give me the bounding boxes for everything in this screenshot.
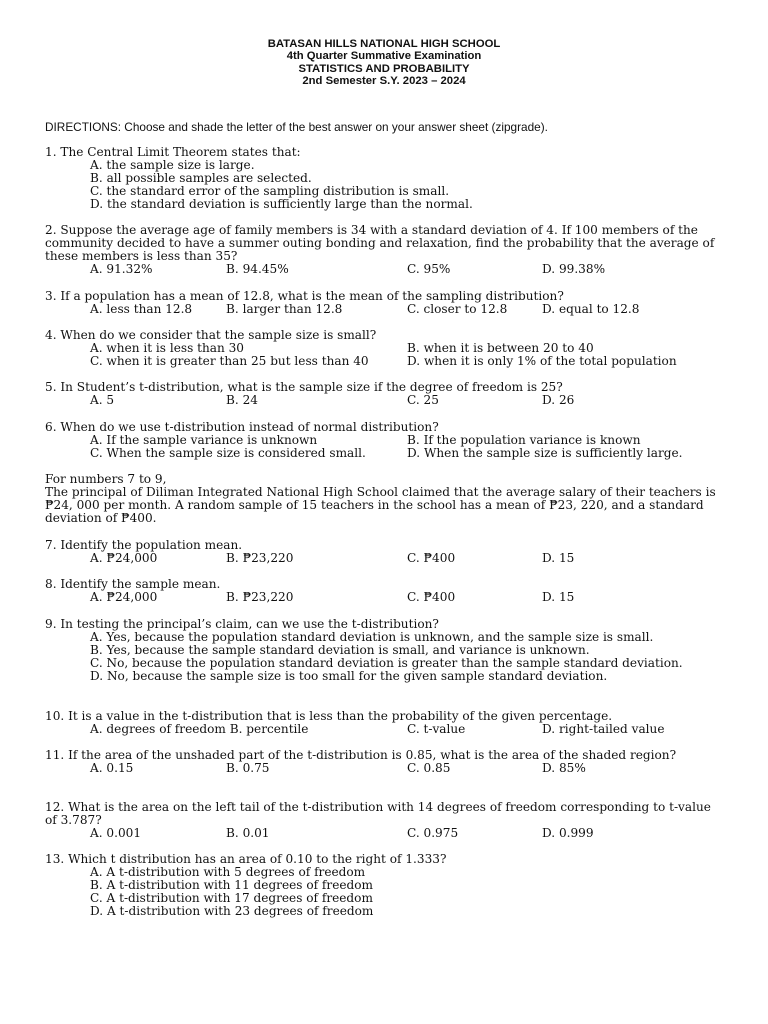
directions: DIRECTIONS: Choose and shade the letter of the best answer on your answer sheet (zipgrade). xyxy=(45,120,548,134)
option-a: A. 91.32% xyxy=(90,262,153,277)
options-list xyxy=(90,723,725,736)
option-c: C. ₱400 xyxy=(407,590,456,605)
option-c: C. When the sample size is considered small. xyxy=(90,446,366,461)
option-a-b: A. degrees of freedom B. percentile xyxy=(90,722,309,737)
options-list xyxy=(90,159,725,211)
question-stem: 7. Identify the population mean. xyxy=(45,538,243,552)
option-a: A. ₱24,000 xyxy=(90,590,158,605)
option-a: A. 0.15 xyxy=(90,761,134,776)
question-stem: 2. Suppose the average age of family members is 34 with a standard deviation of 4. If 100 members of the community decided to have a summer outing bonding and relaxation, find the probability that the average of these members is less than 35? xyxy=(45,223,715,264)
question-stem: 1. The Central Limit Theorem states that: xyxy=(45,145,301,159)
option-d: D. A t-distribution with 23 degrees of freedom xyxy=(90,904,374,919)
question-2 xyxy=(45,224,725,276)
subject-title: STATISTICS AND PROBABILITY xyxy=(298,62,470,75)
question-stem: 3. If a population has a mean of 12.8, what is the mean of the sampling distribution? xyxy=(45,289,564,303)
question-12 xyxy=(45,801,725,840)
option-c: C. ₱400 xyxy=(407,551,456,566)
options-list xyxy=(90,434,725,460)
options-list xyxy=(90,263,725,276)
question-8 xyxy=(45,578,725,604)
option-c: C. 0.975 xyxy=(407,826,459,841)
option-a: A. less than 12.8 xyxy=(90,302,193,317)
option-b: B. 24 xyxy=(226,393,258,408)
question-stem: 11. If the area of the unshaded part of the t-distribution is 0.85, what is the area of the shaded region? xyxy=(45,748,677,762)
question-4 xyxy=(45,329,725,368)
options-list xyxy=(90,866,725,918)
option-c: C. when it is greater than 25 but less than 40 xyxy=(90,354,369,369)
situation-intro: For numbers 7 to 9, xyxy=(45,472,167,486)
question-7 xyxy=(45,539,725,565)
option-a: A. when it is less than 30 xyxy=(90,341,245,356)
question-stem: 6. When do we use t-distribution instead of normal distribution? xyxy=(45,420,439,434)
option-a: A. A t-distribution with 5 degrees of freedom xyxy=(90,865,366,880)
options-list xyxy=(90,394,725,407)
option-c: C. 95% xyxy=(407,262,451,277)
option-b: B. 0.01 xyxy=(226,826,270,841)
question-11 xyxy=(45,749,725,775)
option-d: D. the standard deviation is sufficiently large than the normal. xyxy=(90,197,473,212)
option-d: D. 0.999 xyxy=(542,826,594,841)
option-c: C. closer to 12.8 xyxy=(407,302,508,317)
option-d: D. No, because the sample size is too small for the given sample standard deviation. xyxy=(90,669,608,684)
option-b: B. when it is between 20 to 40 xyxy=(407,341,594,356)
options-list xyxy=(90,342,725,368)
question-stem: 10. It is a value in the t-distribution that is less than the probability of the given percentage. xyxy=(45,709,613,723)
option-b: B. ₱23,220 xyxy=(226,590,294,605)
question-13 xyxy=(45,853,725,918)
option-d: D. 15 xyxy=(542,590,575,605)
option-d: D. When the sample size is sufficiently large. xyxy=(407,446,683,461)
options-list xyxy=(90,552,725,565)
question-5 xyxy=(45,381,725,407)
option-b: B. 94.45% xyxy=(226,262,289,277)
situation-passage xyxy=(45,473,725,525)
option-c: C. 25 xyxy=(407,393,439,408)
option-b: B. A t-distribution with 11 degrees of freedom xyxy=(90,878,373,893)
question-6 xyxy=(45,421,725,460)
option-d: D. equal to 12.8 xyxy=(542,302,640,317)
option-b: B. If the population variance is known xyxy=(407,433,641,448)
question-stem: 9. In testing the principal’s claim, can we use the t-distribution? xyxy=(45,617,439,631)
option-d: D. 85% xyxy=(542,761,586,776)
options-list xyxy=(90,631,720,683)
question-stem: 4. When do we consider that the sample size is small? xyxy=(45,328,377,342)
question-stem: 12. What is the area on the left tail of the t-distribution with 14 degrees of freedom corresponding to t-value of 3.787? xyxy=(45,800,711,828)
option-b: B. ₱23,220 xyxy=(226,551,294,566)
option-d: D. when it is only 1% of the total population xyxy=(407,354,677,369)
option-b: B. 0.75 xyxy=(226,761,270,776)
option-c: C. 0.85 xyxy=(407,761,451,776)
option-b: B. Yes, because the sample standard deviation is small, and variance is unknown. xyxy=(90,643,590,658)
option-a: A. the sample size is large. xyxy=(90,158,255,173)
options-list xyxy=(90,762,725,775)
school-name: BATASAN HILLS NATIONAL HIGH SCHOOL xyxy=(267,38,501,50)
exam-header xyxy=(0,38,768,87)
option-d: D. right-tailed value xyxy=(542,722,665,737)
option-d: D. 99.38% xyxy=(542,262,606,277)
option-c: C. the standard error of the sampling distribution is small. xyxy=(90,184,450,199)
option-a: A. Yes, because the population standard deviation is unknown, and the sample size is small. xyxy=(90,630,654,645)
options-list xyxy=(90,303,725,316)
option-a: A. 5 xyxy=(90,393,115,408)
option-c: C. t-value xyxy=(407,722,466,737)
option-c: C. A t-distribution with 17 degrees of freedom xyxy=(90,891,373,906)
situation-text: The principal of Diliman Integrated National High School claimed that the average salary of their teachers is ₱24, 000 per month. A random sample of 15 teachers in the school has a mean of ₱23, 220, and a standard deviation of ₱400. xyxy=(45,485,716,526)
option-a: A. If the sample variance is unknown xyxy=(90,433,318,448)
option-c: C. No, because the population standard deviation is greater than the sample standard deviation. xyxy=(90,656,683,671)
options-list xyxy=(90,827,725,840)
semester-label: 2nd Semester S.Y. 2023 – 2024 xyxy=(302,74,466,87)
option-b: B. larger than 12.8 xyxy=(226,302,343,317)
option-a: A. 0.001 xyxy=(90,826,142,841)
question-1 xyxy=(45,146,725,211)
exam-title: 4th Quarter Summative Examination xyxy=(286,50,482,63)
option-b: B. all possible samples are selected. xyxy=(90,171,312,186)
option-d: D. 26 xyxy=(542,393,575,408)
options-list xyxy=(90,591,725,604)
question-10 xyxy=(45,710,725,736)
option-a: A. ₱24,000 xyxy=(90,551,158,566)
question-9 xyxy=(45,618,725,683)
question-stem: 8. Identify the sample mean. xyxy=(45,577,221,591)
question-stem: 5. In Student’s t-distribution, what is the sample size if the degree of freedom is 25? xyxy=(45,380,563,394)
option-d: D. 15 xyxy=(542,551,575,566)
question-3 xyxy=(45,290,725,316)
question-stem: 13. Which t distribution has an area of 0.10 to the right of 1.333? xyxy=(45,852,447,866)
